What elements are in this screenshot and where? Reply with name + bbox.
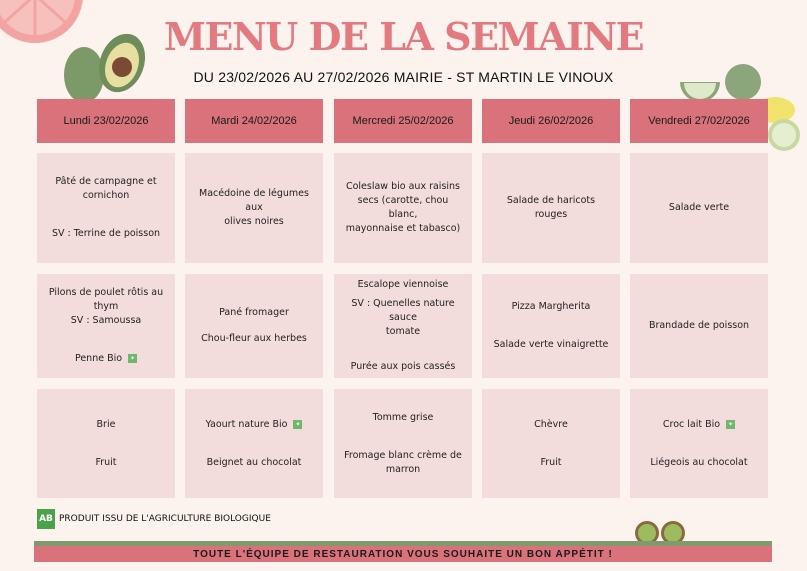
menu-item: Brandade de poisson	[648, 320, 750, 331]
menu-item: Fromage blanc crème de	[344, 449, 462, 461]
menu-item: tomate	[385, 326, 421, 338]
day-label: Mardi 24/02/2026	[211, 115, 297, 127]
menu-item: SV : Quenelles nature sauce	[351, 298, 455, 324]
menu-item: Salade verte vinaigrette	[493, 339, 609, 350]
dessert-cell-friday	[630, 389, 768, 498]
menu-item: Liégeois au chocolat	[650, 456, 748, 468]
main-cell-wednesday	[334, 274, 472, 378]
menu-item: olives noires	[224, 216, 284, 227]
dessert-cell-thursday	[482, 389, 620, 498]
page-subtitle: DU 23/02/2026 AU 27/02/2026 MAIRIE - ST MARTIN LE VINOUX	[193, 69, 614, 85]
day-label: Mercredi 25/02/2026	[352, 115, 454, 127]
menu-item-label: Yaourt nature Bio	[205, 418, 288, 430]
menu-item-bio	[663, 418, 735, 432]
menu-item: Brie	[96, 418, 116, 430]
menu-item: Salade de haricots rouges	[506, 195, 596, 220]
starter-cell-tuesday	[185, 153, 323, 263]
page-title: MENU DE LA SEMAINE	[163, 14, 644, 59]
main-cell-monday	[37, 274, 175, 378]
menu-item: Macédoine de légumes aux	[199, 188, 309, 213]
bio-leaf-icon: ✦	[728, 420, 734, 428]
menu-item: Chou-fleur aux herbes	[201, 333, 307, 344]
menu-item: Pilons de poulet rôtis au	[48, 287, 164, 298]
starter-cell-monday	[37, 153, 175, 263]
bio-leaf-icon: ✦	[130, 355, 136, 362]
footer-text: TOUTE L'ÉQUIPE DE RESTAURATION VOUS SOUHAITE UN BON APPÉTIT !	[193, 548, 613, 560]
day-header-friday	[630, 99, 768, 143]
menu-item-bio	[75, 352, 137, 366]
menu-item: SV : Samoussa	[70, 315, 142, 326]
menu-item: Pizza Margherita	[511, 301, 591, 312]
main-cell-thursday	[482, 274, 620, 378]
menu-item: thym	[93, 301, 119, 312]
day-header-tuesday	[185, 99, 323, 143]
day-header-wednesday	[334, 99, 472, 143]
menu-item: marron	[385, 463, 421, 475]
menu-item: Pané fromager	[219, 307, 289, 318]
starter-cell-wednesday	[334, 153, 472, 263]
day-label: Lundi 23/02/2026	[63, 115, 149, 127]
menu-item: Fruit	[540, 456, 562, 468]
menu-item: cornichon	[82, 190, 130, 201]
menu-item: mayonnaise et tabasco)	[345, 223, 461, 234]
menu-item-label: Croc lait Bio	[662, 418, 721, 430]
menu-item: Purée aux pois cassés	[350, 361, 456, 372]
menu-item-bio	[206, 418, 303, 432]
menu-item: Beignet au chocolat	[206, 456, 302, 468]
menu-item: SV : Terrine de poisson	[51, 228, 161, 239]
day-header-thursday	[482, 99, 620, 143]
day-label: Vendredi 27/02/2026	[648, 115, 750, 127]
bio-leaf-icon: ✦	[295, 420, 301, 428]
bio-legend	[37, 509, 271, 529]
main-cell-friday	[630, 274, 768, 378]
menu-item: Pâté de campagne et	[55, 176, 157, 187]
footer-banner	[34, 541, 772, 562]
main-cell-tuesday	[185, 274, 323, 378]
ab-logo-icon: AB	[37, 509, 55, 529]
starter-cell-friday	[630, 153, 768, 263]
menu-item: secs (carotte, chou blanc,	[357, 195, 449, 220]
menu-item: Salade verte	[668, 202, 730, 213]
starter-cell-thursday	[482, 153, 620, 263]
menu-item: Chèvre	[534, 418, 568, 430]
day-label: Jeudi 26/02/2026	[508, 115, 594, 127]
dessert-cell-wednesday	[334, 389, 472, 498]
menu-item: Coleslaw bio aux raisins	[345, 181, 461, 192]
menu-item: Tomme grise	[372, 411, 434, 423]
legend-text: PRODUIT ISSU DE L'AGRICULTURE BIOLOGIQUE	[59, 514, 271, 524]
dessert-cell-tuesday	[185, 389, 323, 498]
menu-item: Fruit	[95, 456, 117, 468]
dessert-cell-monday	[37, 389, 175, 498]
menu-item: Escalope viennoise	[357, 279, 449, 290]
day-header-monday	[37, 99, 175, 143]
menu-item-label: Penne Bio	[74, 353, 123, 364]
